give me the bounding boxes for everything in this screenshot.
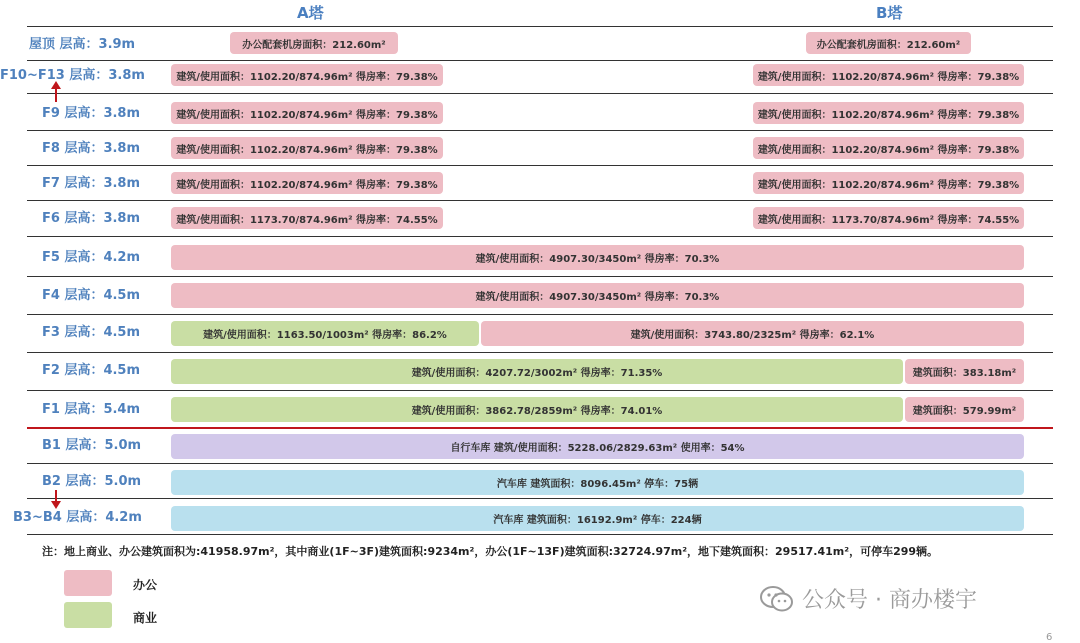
bar-b1: 自行车库 建筑/使用面积：5228.06/2829.63m² 使用率：54% [171, 434, 1024, 459]
legend-swatch-office [64, 570, 112, 596]
bar-b3-b4: 汽车库 建筑面积：16192.9m² 停车：224辆 [171, 506, 1024, 531]
bar-f9-b: 建筑/使用面积：1102.20/874.96m² 得房率：79.38% [753, 102, 1024, 124]
footnote: 注：地上商业、办公建筑面积为:41958.97m²，其中商业(1F~3F)建筑面积:9234m²，办公(1F~13F)建筑面积:32724.97m²，地下建筑面积：29517.41m²，可停车299辆。 [42, 545, 939, 558]
divider-line [27, 60, 1053, 61]
arrow-up-shaft [55, 88, 57, 102]
divider-line [27, 534, 1053, 535]
divider-line [27, 314, 1053, 315]
floor-label-f5: F5 层高：4.2m [42, 250, 141, 265]
page-number: 6 [1046, 632, 1053, 643]
floor-label-b1: B1 层高：5.0m [42, 438, 142, 453]
floor-label-b3-b4: B3~B4 层高：4.2m [13, 510, 142, 525]
floor-label-f3: F3 层高：4.5m [42, 325, 141, 340]
bar-f10-f13-a: 建筑/使用面积：1102.20/874.96m² 得房率：79.38% [171, 64, 443, 86]
bar-f3-office: 建筑/使用面积：3743.80/2325m² 得房率：62.1% [481, 321, 1024, 346]
bar-f2-side: 建筑面积：383.18m² [905, 359, 1024, 384]
bar-f10-f13-b: 建筑/使用面积：1102.20/874.96m² 得房率：79.38% [753, 64, 1024, 86]
watermark-text: 公众号 · 商办楼宇 [802, 588, 977, 613]
floor-label-f10-f13: F10~F13 层高：3.8m [0, 68, 145, 83]
divider-line [27, 390, 1053, 391]
divider-line [27, 93, 1053, 94]
floor-label-f1: F1 层高：5.4m [42, 402, 141, 417]
divider-line [27, 165, 1053, 166]
floor-label-f8: F8 层高：3.8m [42, 141, 141, 156]
bar-b2: 汽车库 建筑面积：8096.45m² 停车：75辆 [171, 470, 1024, 495]
legend-label-office: 办公 [133, 578, 158, 592]
bar-f8-b: 建筑/使用面积：1102.20/874.96m² 得房率：79.38% [753, 137, 1024, 159]
bar-f4: 建筑/使用面积：4907.30/3450m² 得房率：70.3% [171, 283, 1024, 308]
bar-roof-b: 办公配套机房面积：212.60m² [806, 32, 971, 54]
divider-line [27, 26, 1053, 27]
bar-f1-side: 建筑面积：579.99m² [905, 397, 1024, 422]
bar-f7-a: 建筑/使用面积：1102.20/874.96m² 得房率：79.38% [171, 172, 443, 194]
bar-f7-b: 建筑/使用面积：1102.20/874.96m² 得房率：79.38% [753, 172, 1024, 194]
divider-line [27, 276, 1053, 277]
floor-label-f9: F9 层高：3.8m [42, 106, 141, 121]
bar-f6-b: 建筑/使用面积：1173.70/874.96m² 得房率：74.55% [753, 207, 1024, 229]
divider-line [27, 352, 1053, 353]
floor-label-b2: B2 层高：5.0m [42, 474, 142, 489]
divider-line [27, 200, 1053, 201]
arrow-down-icon [51, 501, 61, 509]
legend-swatch-commercial [64, 602, 112, 628]
bar-f8-a: 建筑/使用面积：1102.20/874.96m² 得房率：79.38% [171, 137, 443, 159]
bar-f1-main: 建筑/使用面积：3862.78/2859m² 得房率：74.01% [171, 397, 903, 422]
divider-line [27, 130, 1053, 131]
floor-label-f6: F6 层高：3.8m [42, 211, 141, 226]
bar-f6-a: 建筑/使用面积：1173.70/874.96m² 得房率：74.55% [171, 207, 443, 229]
tower-a-header: A塔 [297, 4, 324, 22]
bar-roof-a: 办公配套机房面积：212.60m² [230, 32, 398, 54]
divider-line [27, 463, 1053, 464]
bar-f2-main: 建筑/使用面积：4207.72/3002m² 得房率：71.35% [171, 359, 903, 384]
floor-label-f4: F4 层高：4.5m [42, 288, 141, 303]
bar-f9-a: 建筑/使用面积：1102.20/874.96m² 得房率：79.38% [171, 102, 443, 124]
floor-label-f2: F2 层高：4.5m [42, 363, 141, 378]
ground-divider-line [27, 427, 1053, 429]
divider-line [27, 236, 1053, 237]
bar-f3-commercial: 建筑/使用面积：1163.50/1003m² 得房率：86.2% [171, 321, 479, 346]
tower-b-header: B塔 [876, 4, 903, 22]
bar-f5: 建筑/使用面积：4907.30/3450m² 得房率：70.3% [171, 245, 1024, 270]
divider-line [27, 498, 1053, 499]
floor-label-f7: F7 层高：3.8m [42, 176, 141, 191]
floor-label-roof: 屋顶 层高：3.9m [29, 37, 136, 52]
legend-label-commercial: 商业 [133, 611, 158, 625]
watermark [760, 583, 977, 614]
wechat-icon [760, 586, 794, 612]
